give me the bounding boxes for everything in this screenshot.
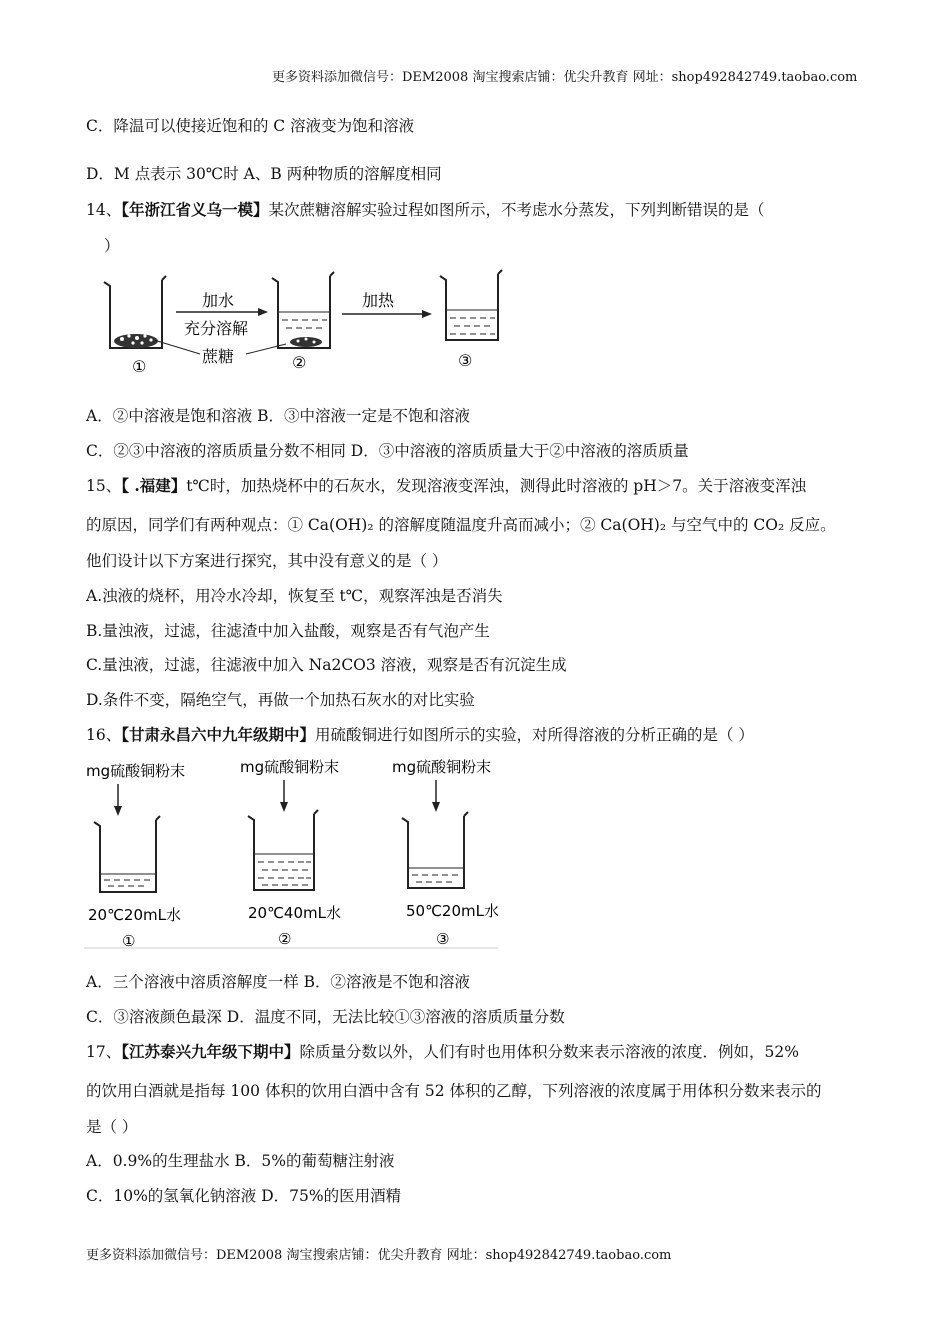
q16-number: 16、	[86, 726, 122, 744]
q14-label-2: ②	[292, 353, 307, 372]
q16-powder-label-3: mg硫酸铜粉末	[392, 758, 492, 776]
q17-stem-line-2: 的饮用白酒就是指每 100 体积的饮用白酒中含有 52 体积的乙醇，下列溶液的浓度属于用体积分数来表示的	[86, 1082, 822, 1100]
q13-option-c: C．降温可以使接近饱和的 C 溶液变为饱和溶液	[86, 117, 415, 135]
q16-powder-label-2: mg硫酸铜粉末	[240, 758, 340, 776]
q13-option-d: D．M 点表示 30℃时 A、B 两种物质的溶解度相同	[86, 165, 442, 183]
q14-stem-close: ）	[104, 237, 120, 255]
q16-beaker-2	[248, 810, 318, 890]
q15-number: 15、	[86, 477, 122, 495]
q16-beaker-1	[94, 816, 160, 892]
q14-stem-text: 某次蔗糖溶解实验过程如图所示，不考虑水分蒸发，下列判断错误的是（	[268, 201, 765, 219]
q14-label-3: ③	[458, 351, 473, 370]
q17-stem-text: 除质量分数以外，人们有时也用体积分数来表示溶液的浓度．例如，52%	[299, 1043, 799, 1061]
q16-label-2: ②	[278, 930, 292, 948]
page-footer: 更多资料添加微信号：DEM2008 淘宝搜索店铺：优尖升教育 网址：shop492842749.taobao.com	[86, 1248, 672, 1263]
q15-option-a: A.浊液的烧杯，用冷水冷却，恢复至 t℃，观察浑浊是否消失	[86, 587, 503, 605]
q16-label-3: ③	[436, 930, 450, 948]
q16-condition-1: 20℃20mL水	[88, 906, 181, 924]
q14-number: 14、	[86, 201, 122, 219]
q16-source: 【甘肃永昌六中九年级期中】	[121, 725, 315, 744]
q16-condition-2: 20℃40mL水	[248, 904, 341, 922]
q15-stem-line-3: 他们设计以下方案进行探究，其中没有意义的是（ ）	[86, 552, 448, 570]
q14-arrow-1-top-label: 加水	[202, 291, 235, 310]
q15-option-d: D.条件不变，隔绝空气，再做一个加热石灰水的对比实验	[86, 691, 475, 709]
q16-label-1: ①	[122, 932, 136, 950]
q17-number: 17、	[86, 1043, 122, 1061]
q14-sugar-label: 蔗糖	[202, 347, 235, 366]
q17-options-ab: A．0.9%的生理盐水 B．5%的葡萄糖注射液	[86, 1152, 395, 1170]
q15-stem-text: t℃时，加热烧杯中的石灰水，发现溶液变浑浊，测得此时溶液的 pH＞7。关于溶液变浑浊	[186, 477, 807, 495]
page-header: 更多资料添加微信号：DEM2008 淘宝搜索店铺：优尖升教育 网址：shop492842749.taobao.com	[272, 70, 858, 85]
q15-option-b: B.量浊液，过滤，往滤渣中加入盐酸，观察是否有气泡产生	[86, 622, 490, 640]
q15-stem-line-2: 的原因，同学们有两种观点：① Ca(OH)₂ 的溶解度随温度升高而减小；② Ca(OH)₂ 与空气中的 CO₂ 反应。	[86, 516, 836, 534]
q14-arrow-1-bottom-label: 充分溶解	[184, 319, 249, 338]
q14-stem	[86, 200, 765, 220]
q17-source: 【江苏泰兴九年级下期中】	[121, 1042, 300, 1061]
q17-stem-line-3: 是（ ）	[86, 1118, 138, 1136]
q16-stem-text: 用硫酸铜进行如图所示的实验，对所得溶液的分析正确的是（ ）	[315, 726, 754, 744]
q14-beaker-1	[104, 276, 166, 348]
q14-sugar-pile	[114, 334, 158, 348]
q16-powder-label-1: mg硫酸铜粉末	[86, 762, 186, 780]
q16-figure	[84, 756, 500, 950]
q14-beaker-3	[440, 270, 502, 340]
q16-beaker-3	[402, 812, 468, 888]
q17-options-cd: C．10%的氢氧化钠溶液 D．75%的医用酒精	[86, 1187, 402, 1205]
q14-label-1: ①	[132, 357, 147, 376]
q14-options-ab: A．②中溶液是饱和溶液 B．③中溶液一定是不饱和溶液	[86, 407, 471, 425]
q14-arrow-2-label: 加热	[362, 291, 395, 310]
q14-beaker-2	[272, 272, 334, 348]
q15-stem-line-1	[86, 476, 806, 496]
q16-options-ab: A．三个溶液中溶质溶解度一样 B．②溶液是不饱和溶液	[86, 973, 471, 991]
q15-source: 【 .福建】	[121, 476, 187, 495]
q14-source: 【年浙江省义乌一模】	[121, 200, 269, 219]
q14-figure	[96, 268, 516, 378]
q17-stem-line-1	[86, 1042, 799, 1062]
q16-options-cd: C．③溶液颜色最深 D．温度不同，无法比较①③溶液的溶质质量分数	[86, 1008, 565, 1026]
q16-stem	[86, 725, 754, 745]
q16-condition-3: 50℃20mL水	[406, 902, 499, 920]
q15-option-c: C.量浊液，过滤，往滤液中加入 Na2CO3 溶液，观察是否有沉淀生成	[86, 656, 567, 674]
q14-options-cd: C．②③中溶液的溶质质量分数不相同 D．③中溶液的溶质质量大于②中溶液的溶质质量	[86, 442, 689, 460]
